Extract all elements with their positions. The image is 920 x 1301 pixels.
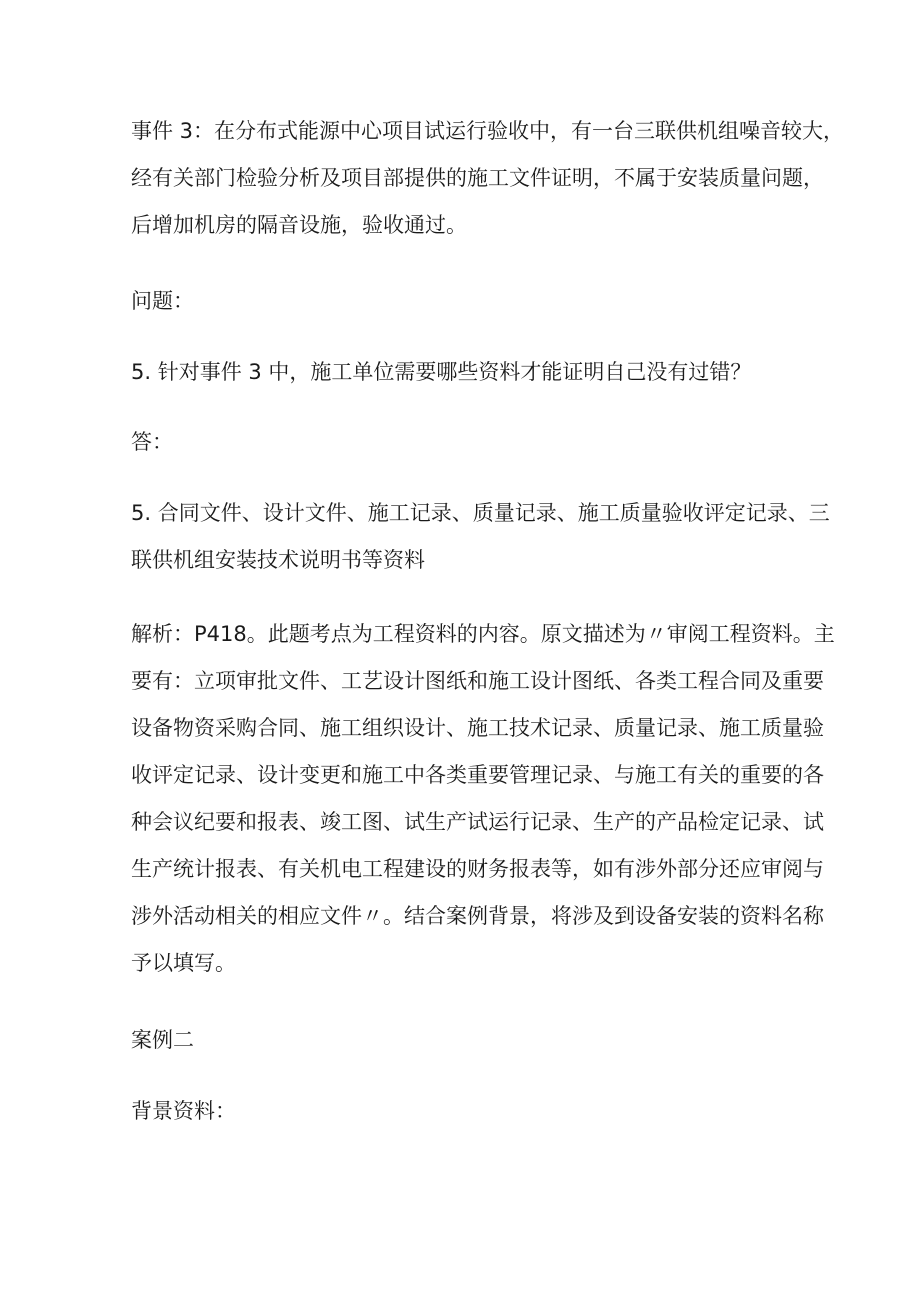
question-label <box>131 278 803 325</box>
event-3-line-1: 事件 3：在分布式能源中心项目试运行验收中，有一台三联供机组噪音较大， <box>131 119 845 143</box>
analysis-line-3: 设备物资采购合同、施工组织设计、施工技术记录、质量记录、施工质量验 <box>131 716 824 740</box>
event-3-paragraph <box>131 108 845 249</box>
question-paragraph <box>131 349 803 396</box>
analysis-paragraph <box>131 611 835 987</box>
question-text: 5. 针对事件 3 中，施工单位需要哪些资料才能证明自己没有过错？ <box>131 360 752 384</box>
case-title-text: 案例二 <box>131 1028 194 1052</box>
question-label-text: 问题： <box>131 289 194 313</box>
answer-paragraph <box>131 490 830 584</box>
background-label <box>131 1088 803 1135</box>
case-title <box>131 1017 803 1064</box>
event-3-line-2: 经有关部门检验分析及项目部提供的施工文件证明，不属于安装质量问题， <box>131 166 824 190</box>
analysis-line-5: 种会议纪要和报表、竣工图、试生产试运行记录、生产的产品检定记录、试 <box>131 810 824 834</box>
answer-label-text: 答： <box>131 430 173 454</box>
answer-label <box>131 419 803 466</box>
event-3-line-3: 后增加机房的隔音设施，验收通过。 <box>131 213 467 237</box>
answer-line-1: 5. 合同文件、设计文件、施工记录、质量记录、施工质量验收评定记录、三 <box>131 501 830 525</box>
analysis-line-7: 涉外活动相关的相应文件〃。结合案例背景，将涉及到设备安装的资料名称 <box>131 904 824 928</box>
analysis-line-1: 解析：P418。此题考点为工程资料的内容。原文描述为〃审阅工程资料。主 <box>131 622 835 646</box>
analysis-line-2: 要有：立项审批文件、工艺设计图纸和施工设计图纸、各类工程合同及重要 <box>131 669 824 693</box>
analysis-line-6: 生产统计报表、有关机电工程建设的财务报表等，如有涉外部分还应审阅与 <box>131 857 824 881</box>
answer-line-2: 联供机组安装技术说明书等资料 <box>131 548 425 572</box>
analysis-line-4: 收评定记录、设计变更和施工中各类重要管理记录、与施工有关的重要的各 <box>131 763 824 787</box>
analysis-line-8: 予以填写。 <box>131 951 236 975</box>
background-label-text: 背景资料： <box>131 1099 236 1123</box>
